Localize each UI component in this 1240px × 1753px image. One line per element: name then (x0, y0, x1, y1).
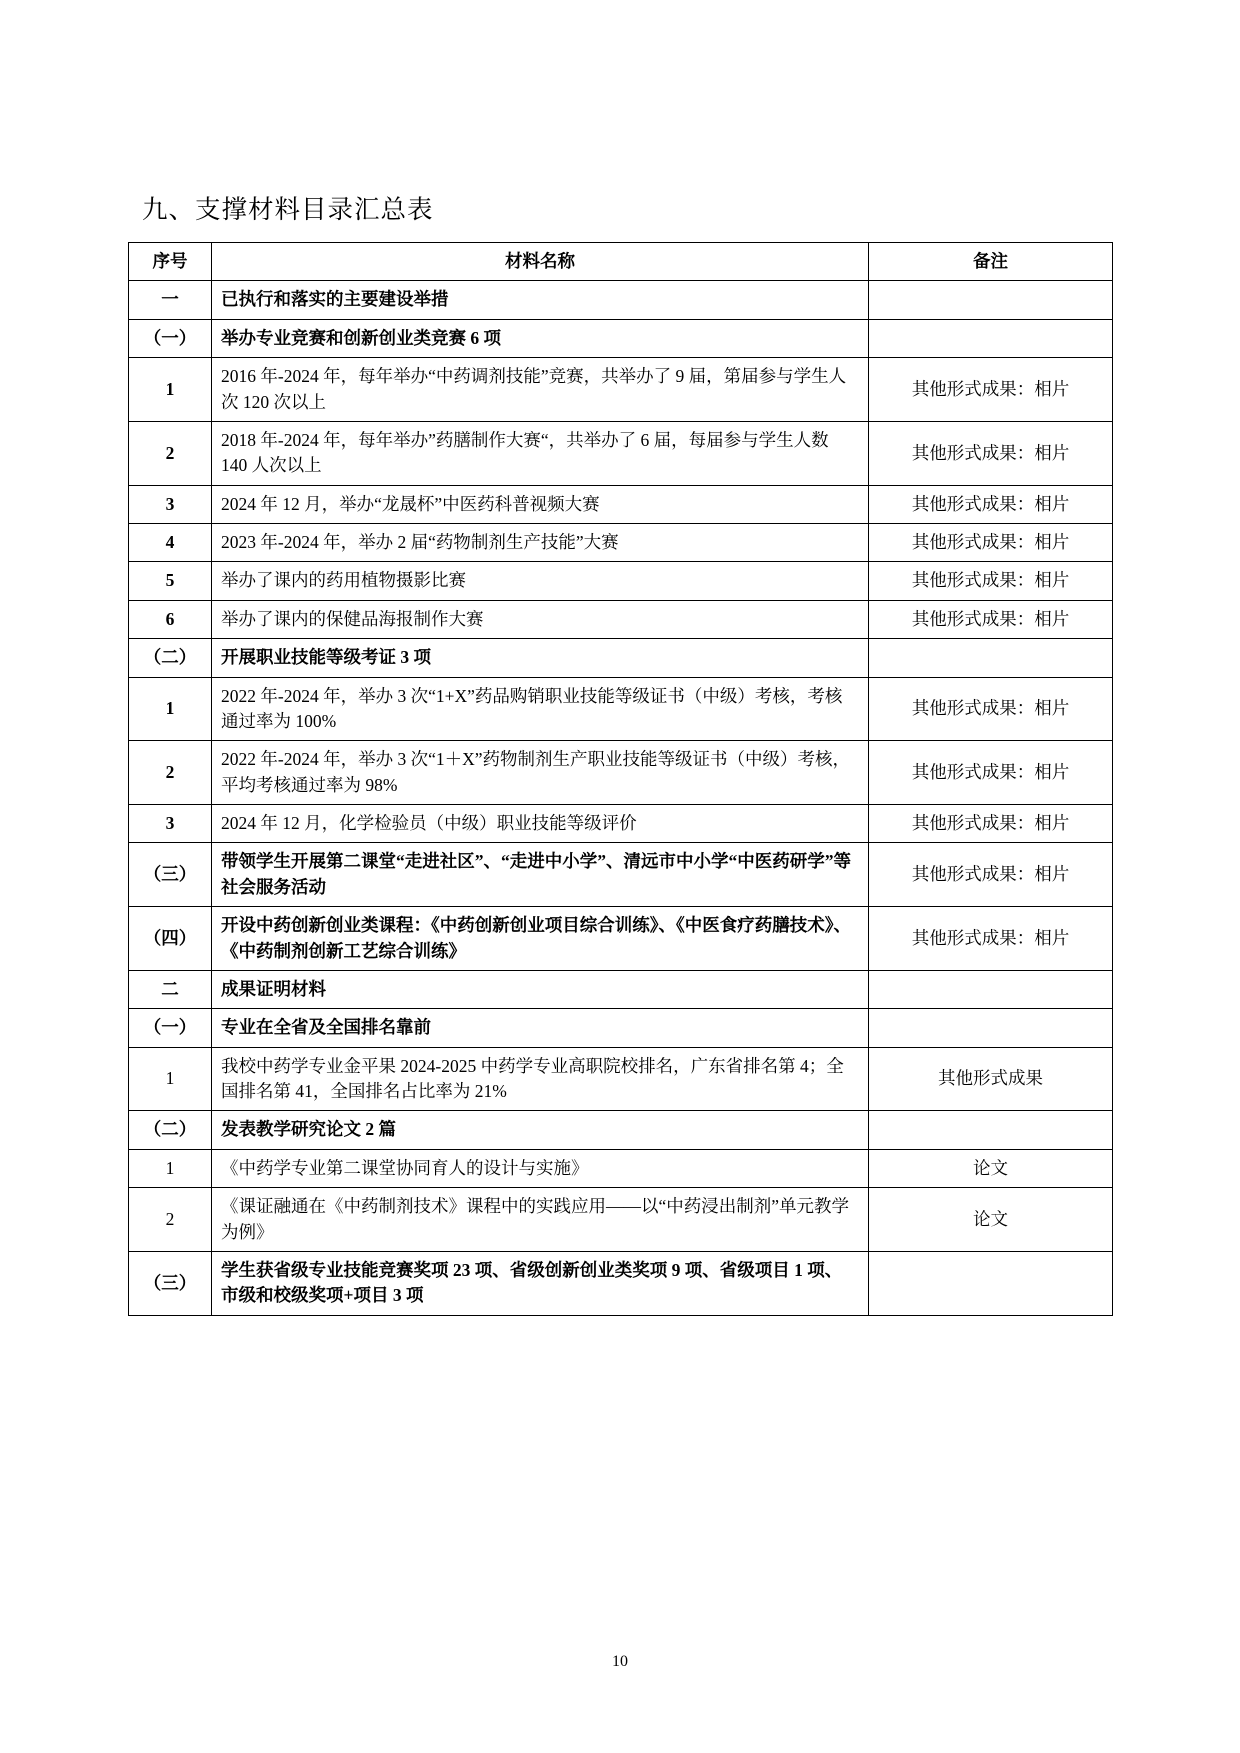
row-no: （一） (129, 1009, 212, 1047)
row-no: 1 (129, 1047, 212, 1111)
row-note: 其他形式成果：相片 (869, 805, 1113, 843)
row-note: 论文 (869, 1149, 1113, 1187)
row-name: 发表教学研究论文 2 篇 (212, 1111, 869, 1149)
supporting-materials-table (128, 242, 1113, 1316)
row-no: （三） (129, 843, 212, 907)
row-name: 举办了课内的保健品海报制作大赛 (212, 600, 869, 638)
row-note: 其他形式成果：相片 (869, 600, 1113, 638)
table-row (129, 639, 1113, 677)
row-no: （二） (129, 639, 212, 677)
row-note (869, 281, 1113, 319)
table-row (129, 421, 1113, 485)
row-no: 4 (129, 524, 212, 562)
row-name: 2022 年-2024 年，举办 3 次“1＋X”药物制剂生产职业技能等级证书（中级）考核，平均考核通过率为 98% (212, 741, 869, 805)
header-cell-name: 材料名称 (212, 243, 869, 281)
row-note: 其他形式成果：相片 (869, 907, 1113, 971)
row-no: 1 (129, 677, 212, 741)
row-no: 2 (129, 1188, 212, 1252)
row-note: 其他形式成果：相片 (869, 843, 1113, 907)
table-row (129, 281, 1113, 319)
page-title: 九、支撑材料目录汇总表 (142, 196, 434, 224)
row-no: 1 (129, 1149, 212, 1187)
table-row (129, 843, 1113, 907)
row-name: 开设中药创新创业类课程：《中药创新创业项目综合训练》、《中医食疗药膳技术》、《中药制剂创新工艺综合训练》 (212, 907, 869, 971)
row-no: （三） (129, 1251, 212, 1315)
row-note: 其他形式成果：相片 (869, 524, 1113, 562)
row-note (869, 319, 1113, 357)
row-no: 6 (129, 600, 212, 638)
table-row (129, 358, 1113, 422)
row-note: 论文 (869, 1188, 1113, 1252)
row-note (869, 970, 1113, 1008)
row-name: 2022 年-2024 年，举办 3 次“1+X”药品购销职业技能等级证书（中级）考核，考核通过率为 100% (212, 677, 869, 741)
row-no: 2 (129, 741, 212, 805)
row-no: （二） (129, 1111, 212, 1149)
row-name: 2016 年-2024 年，每年举办“中药调剂技能”竞赛，共举办了 9 届，第届参与学生人次 120 次以上 (212, 358, 869, 422)
row-note: 其他形式成果：相片 (869, 485, 1113, 523)
row-name: 已执行和落实的主要建设举措 (212, 281, 869, 319)
row-name: 《中药学专业第二课堂协同育人的设计与实施》 (212, 1149, 869, 1187)
table-row (129, 1149, 1113, 1187)
row-name: 举办了课内的药用植物摄影比赛 (212, 562, 869, 600)
row-no: 一 (129, 281, 212, 319)
header-cell-no: 序号 (129, 243, 212, 281)
table-row (129, 1047, 1113, 1111)
row-note: 其他形式成果：相片 (869, 562, 1113, 600)
table-row (129, 677, 1113, 741)
table-row (129, 1009, 1113, 1047)
table-row (129, 1188, 1113, 1252)
table-row (129, 524, 1113, 562)
table-row (129, 485, 1113, 523)
row-name: 成果证明材料 (212, 970, 869, 1008)
table-row (129, 970, 1113, 1008)
row-no: 2 (129, 421, 212, 485)
table-row (129, 562, 1113, 600)
row-no: 3 (129, 485, 212, 523)
row-name: 带领学生开展第二课堂“走进社区”、“走进中小学”、清远市中小学“中医药研学”等社会服务活动 (212, 843, 869, 907)
row-note: 其他形式成果：相片 (869, 741, 1113, 805)
row-name: 学生获省级专业技能竞赛奖项 23 项、省级创新创业类奖项 9 项、省级项目 1 项、市级和校级奖项+项目 3 项 (212, 1251, 869, 1315)
row-name: 2024 年 12 月，举办“龙晟杯”中医药科普视频大赛 (212, 485, 869, 523)
table-row (129, 1111, 1113, 1149)
row-name: 开展职业技能等级考证 3 项 (212, 639, 869, 677)
row-no: 5 (129, 562, 212, 600)
row-no: （四） (129, 907, 212, 971)
row-name: 2018 年-2024 年，每年举办”药膳制作大赛“，共举办了 6 届，每届参与学生人数 140 人次以上 (212, 421, 869, 485)
row-note (869, 1009, 1113, 1047)
row-note: 其他形式成果：相片 (869, 677, 1113, 741)
row-no: 3 (129, 805, 212, 843)
row-name: 专业在全省及全国排名靠前 (212, 1009, 869, 1047)
table-row (129, 319, 1113, 357)
row-note: 其他形式成果：相片 (869, 358, 1113, 422)
table-row (129, 907, 1113, 971)
table-row (129, 1251, 1113, 1315)
table-row (129, 741, 1113, 805)
row-note: 其他形式成果 (869, 1047, 1113, 1111)
table-header-row (129, 243, 1113, 281)
page-number: 10 (612, 1653, 628, 1670)
row-no: 1 (129, 358, 212, 422)
row-no: 二 (129, 970, 212, 1008)
row-name: 2024 年 12 月，化学检验员（中级）职业技能等级评价 (212, 805, 869, 843)
row-note (869, 1251, 1113, 1315)
row-no: （一） (129, 319, 212, 357)
row-note (869, 639, 1113, 677)
row-name: 举办专业竞赛和创新创业类竞赛 6 项 (212, 319, 869, 357)
table-row (129, 805, 1113, 843)
row-name: 我校中药学专业金平果 2024-2025 中药学专业高职院校排名，广东省排名第 4；全国排名第 41，全国排名占比率为 21% (212, 1047, 869, 1111)
table-row (129, 600, 1113, 638)
row-name: 2023 年-2024 年，举办 2 届“药物制剂生产技能”大赛 (212, 524, 869, 562)
row-note: 其他形式成果：相片 (869, 421, 1113, 485)
header-cell-note: 备注 (869, 243, 1113, 281)
row-name: 《课证融通在《中药制剂技术》课程中的实践应用——以“中药浸出制剂”单元教学为例》 (212, 1188, 869, 1252)
row-note (869, 1111, 1113, 1149)
